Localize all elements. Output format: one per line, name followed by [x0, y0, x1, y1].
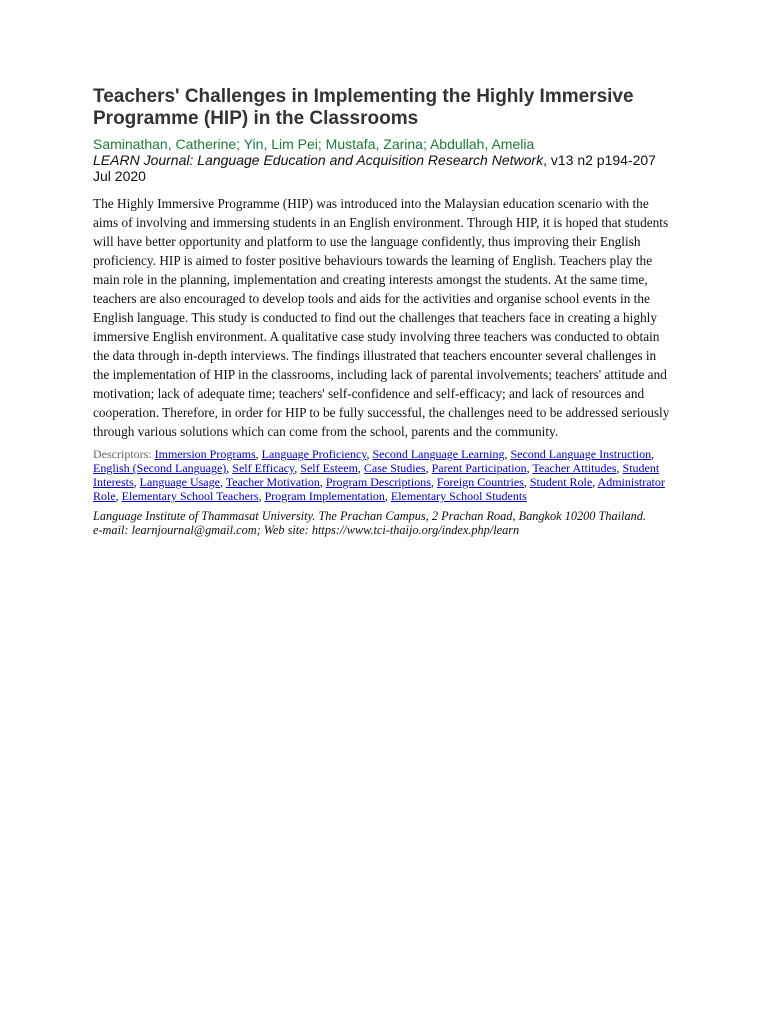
descriptors-label: Descriptors: — [93, 447, 152, 461]
descriptor-link[interactable]: Self Esteem — [300, 461, 358, 475]
descriptor-links: Immersion Programs, Language Proficiency, Second Language Learning, Second Language Instruction, English (Second Language), Self Efficacy, Self Esteem, Case Studies, Parent Participation, Teacher Attitudes, Student Interests, Language Usage, Teacher Motivation, Program Descriptions, Foreign Countries, Student Role, Administrator Role, Elementary School Teachers, Program Implementation, Elementary School Students — [93, 447, 665, 503]
descriptor-link[interactable]: Second Language Instruction — [510, 447, 652, 461]
descriptor-link[interactable]: Administrator Role — [93, 475, 665, 503]
descriptor-link[interactable]: Student Interests — [93, 461, 660, 489]
descriptor-link[interactable]: Second Language Learning — [372, 447, 505, 461]
descriptor-link[interactable]: Teacher Motivation — [225, 475, 320, 489]
record-source — [93, 152, 675, 184]
descriptor-link[interactable]: Elementary School Teachers — [121, 489, 259, 503]
descriptor-link[interactable]: Immersion Programs — [154, 447, 256, 461]
publisher-address: Language Institute of Thammasat University. The Prachan Campus, 2 Prachan Road, Bangkok 10200 Thailand. — [93, 509, 646, 523]
record-title: Teachers' Challenges in Implementing the Highly Immersive Programme (HIP) in the Classrooms — [93, 86, 634, 129]
descriptor-link[interactable]: Teacher Attitudes — [532, 461, 617, 475]
descriptor-link[interactable]: Case Studies — [363, 461, 426, 475]
publisher-info — [93, 509, 675, 537]
descriptor-link[interactable]: Parent Participation — [431, 461, 527, 475]
record-authors: Saminathan, Catherine; Yin, Lim Pei; Mustafa, Zarina; Abdullah, Amelia — [93, 136, 535, 152]
descriptor-link[interactable]: Student Role — [529, 475, 593, 489]
descriptor-link[interactable]: Language Proficiency — [261, 447, 367, 461]
descriptor-link[interactable]: Program Implementation — [264, 489, 385, 503]
descriptor-link[interactable]: Elementary School Students — [390, 489, 527, 503]
descriptor-link[interactable]: English (Second Language) — [93, 461, 227, 475]
record-abstract: The Highly Immersive Programme (HIP) was introduced into the Malaysian education scenario with the aims of involving and immersing students in an English environment. Through HIP, it is hoped that students will have better opportunity and platform to use the language confidently, thus improving their English proficiency. HIP is aimed to foster positive behaviours towards the learning of English. Teachers play the main role in the planning, implementation and creating interests amongst the students. At the same time, teachers are also encouraged to develop tools and aids for the activities and organise school events in the English language. This study is conducted to find out the challenges that teachers face in creating a highly immersive English environment. A qualitative case study involving three teachers was conducted to obtain the data through in-depth interviews. The findings illustrated that teachers encounter several challenges in the implementation of HIP in the classrooms, including lack of parental involvements; teachers' attitude and motivation; lack of adequate time; teachers' self-confidence and self-efficacy; and lack of resources and cooperation. Therefore, in order for HIP to be fully successful, the challenges need to be addressed seriously through various solutions which can come from the school, parents and the community. — [93, 196, 670, 439]
record-detail — [93, 86, 675, 537]
citation-details: , v13 n2 p194-207 Jul 2020 — [93, 152, 656, 184]
journal-name: LEARN Journal: Language Education and Acquisition Research Network — [93, 152, 544, 168]
descriptors-list — [93, 447, 675, 503]
descriptor-link[interactable]: Language Usage — [139, 475, 220, 489]
descriptor-link[interactable]: Program Descriptions — [325, 475, 431, 489]
descriptor-link[interactable]: Self Efficacy — [232, 461, 295, 475]
descriptor-link[interactable]: Foreign Countries — [436, 475, 524, 489]
publisher-contact: e-mail: learnjournal@gmail.com; Web site: https://www.tci-thaijo.org/index.php/learn — [93, 523, 520, 537]
